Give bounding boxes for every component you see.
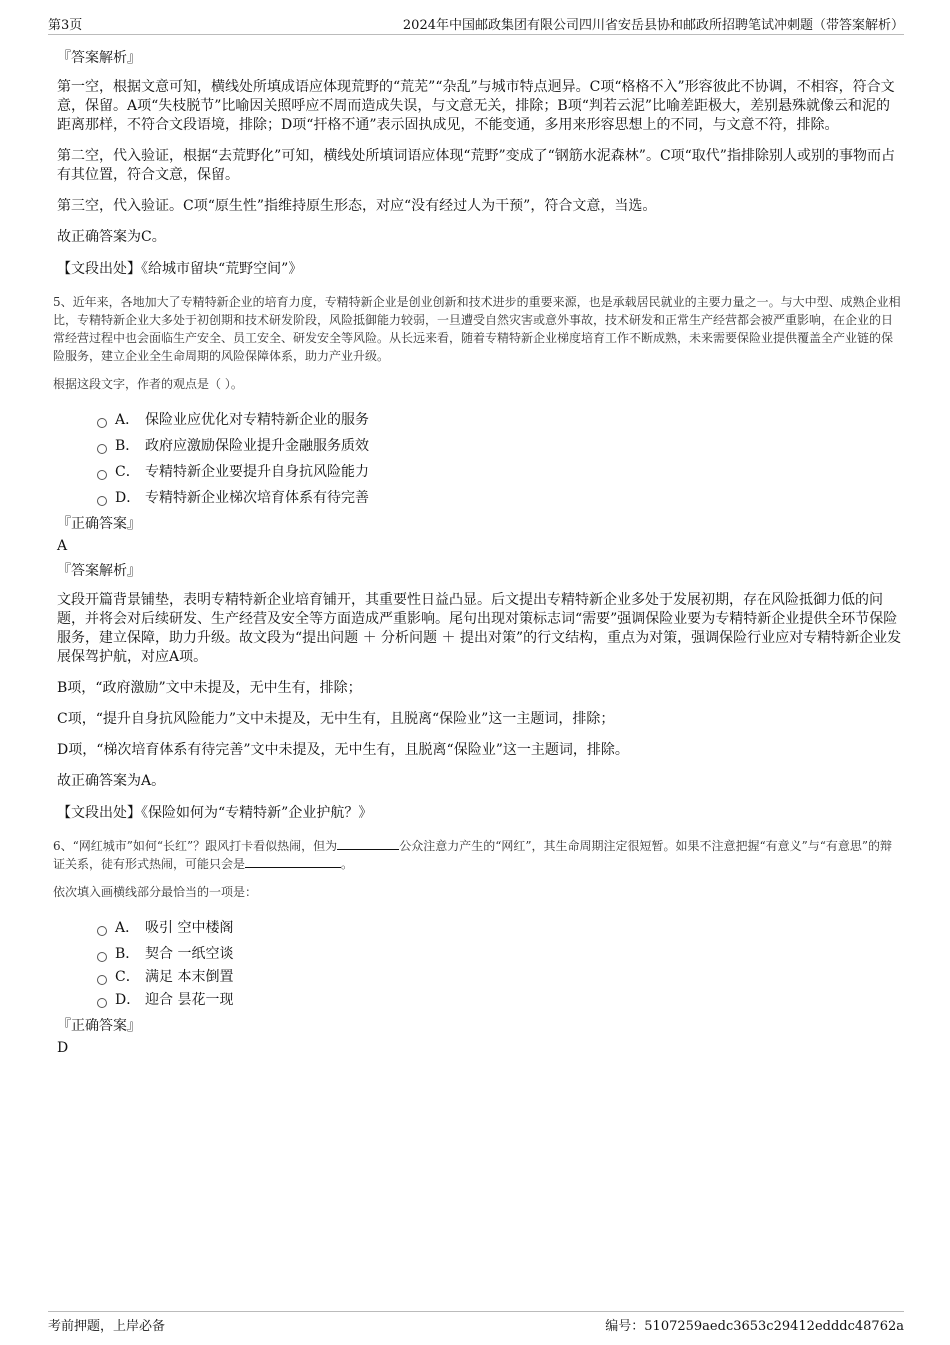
blank-1 — [337, 837, 399, 850]
document-title: 2024年中国邮政集团有限公司四川省安岳县协和邮政所招聘笔试冲刺题（带答案解析） — [402, 18, 904, 33]
analysis-paragraph-2: 第二空，代入验证，根据“去荒野化”可知，横线处所填词语应体现“荒野”变成了“钢筋水泥森林”。C项“取代”指排除别人或别的事物而占有其位置，符合文意，保留。 — [57, 148, 895, 183]
analysis-paragraph-1: 文段开篇背景铺垫，表明专精特新企业培育铺开，其重要性日益凸显。后文提出专精特新企业多处于发展初期，存在风险抵御力低的问题，并将会对后续研发、生产经营及安全等方面造成严重影响。尾句出现对策标志词“需要”强调保险业要为专精特新企业提供全环节保险服务，建立保障，助力升级。故文段为“提出问题 ＋ 分析问题 ＋ 提出对策”的行文结构，重点为对策，强调保险行业应对专精特新企业发展保驾护航，对应A项。 — [57, 592, 902, 665]
option-c[interactable]: C． 专精特新企业要提升自身抗风险能力 — [97, 459, 903, 485]
radio-icon[interactable] — [97, 418, 107, 428]
option-d[interactable]: D． 迎合 昙花一现 — [97, 987, 903, 1013]
radio-icon[interactable] — [97, 444, 107, 454]
option-c[interactable]: C． 满足 本末倒置 — [97, 967, 903, 987]
question-6-stem: 依次填入画横线部分最恰当的一项是： — [53, 885, 258, 899]
question-6-options — [97, 915, 903, 1013]
option-a[interactable]: A． 吸引 空中楼阁 — [97, 915, 903, 941]
question-5-options — [97, 407, 903, 511]
analysis-conclusion: 故正确答案为C。 — [57, 229, 166, 245]
radio-icon[interactable] — [97, 975, 107, 985]
correct-answer-label: 『正确答案』 — [57, 1018, 141, 1034]
page-number: 第3页 — [48, 18, 83, 33]
source-citation: 【文段出处】《给城市留块“荒野空间”》 — [57, 261, 303, 277]
analysis-paragraph-2: B项，“政府激励”文中未提及，无中生有，排除； — [57, 680, 362, 696]
correct-answer: A — [57, 538, 68, 554]
question-5-text: 5、近年来，各地加大了专精特新企业的培育力度，专精特新企业是创业创新和技术进步的重要来源，也是承载居民就业的主要力量之一。与大中型、成熟企业相比，专精特新企业大多处于初创期和技术研发阶段，风险抵御能力较弱，一旦遭受自然灾害或意外事故，技术研发和正常生产经营都会被严重影响，在企业的日常经营过程中也会面临生产安全、员工安全、研发安全等风险。从长远来看，随着专精特新企业梯度培育工作不断成熟，未来需要保险业提供覆盖全产业链的保险服务，建立企业全生命周期的风险保障体系，助力产业升级。 — [53, 295, 901, 363]
analysis-paragraph-3: C项，“提升自身抗风险能力”文中未提及，无中生有，且脱离“保险业”这一主题词，排除； — [57, 711, 615, 727]
correct-answer: D — [57, 1040, 69, 1056]
analysis-paragraph-3: 第三空，代入验证。C项“原生性”指维持原生形态，对应“没有经过人为干预”，符合文意，当选。 — [57, 198, 657, 214]
radio-icon[interactable] — [97, 952, 107, 962]
question-5-stem: 根据这段文字，作者的观点是（ ）。 — [53, 377, 243, 391]
page-footer — [48, 1311, 904, 1336]
radio-icon[interactable] — [97, 926, 107, 936]
analysis-label: 『答案解析』 — [57, 563, 141, 579]
radio-icon[interactable] — [97, 496, 107, 506]
document-code: 编号：5107259aedc3653c29412edddc48762a — [605, 1319, 904, 1334]
analysis-conclusion: 故正确答案为A。 — [57, 773, 166, 789]
page-content — [53, 44, 903, 1061]
option-b[interactable]: B． 政府应激励保险业提升金融服务质效 — [97, 433, 903, 459]
analysis-paragraph-4: D项，“梯次培育体系有待完善”文中未提及，无中生有，且脱离“保险业”这一主题词，排除。 — [57, 742, 629, 758]
page-header — [48, 12, 904, 35]
radio-icon[interactable] — [97, 998, 107, 1008]
source-citation: 【文段出处】《保险如何为“专精特新”企业护航？》 — [57, 805, 373, 821]
question-6-text: 6、“网红城市”如何“长红”？跟风打卡看似热闹，但为 公众注意力产生的“网红”，其生命周期注定很短暂。如果不注意把握“有意义”与“有意思”的辩证关系，徒有形式热闹，可能只会是 。 — [53, 839, 892, 871]
option-b[interactable]: B． 契合 一纸空谈 — [97, 941, 903, 967]
correct-answer-label: 『正确答案』 — [57, 516, 141, 532]
analysis-paragraph-1: 第一空，根据文意可知，横线处所填成语应体现荒野的“荒芜”“杂乱”与城市特点迥异。C项“格格不入”形容彼此不协调，不相容，符合文意，保留。A项“失枝脱节”比喻因关照呼应不周而造成失误，与文意无关，排除；B项“判若云泥”比喻差距极大，差别悬殊就像云和泥的距离那样，不符合文段语境，排除；D项“扞格不通”表示固执成见，不能变通，多用来形容思想上的不同，与文意不符，排除。 — [57, 79, 895, 133]
footer-slogan: 考前押题，上岸必备 — [48, 1319, 166, 1334]
option-a[interactable]: A． 保险业应优化对专精特新企业的服务 — [97, 407, 903, 433]
option-d[interactable]: D． 专精特新企业梯次培育体系有待完善 — [97, 485, 903, 511]
blank-2 — [245, 855, 341, 868]
analysis-label: 『答案解析』 — [57, 50, 141, 66]
radio-icon[interactable] — [97, 470, 107, 480]
